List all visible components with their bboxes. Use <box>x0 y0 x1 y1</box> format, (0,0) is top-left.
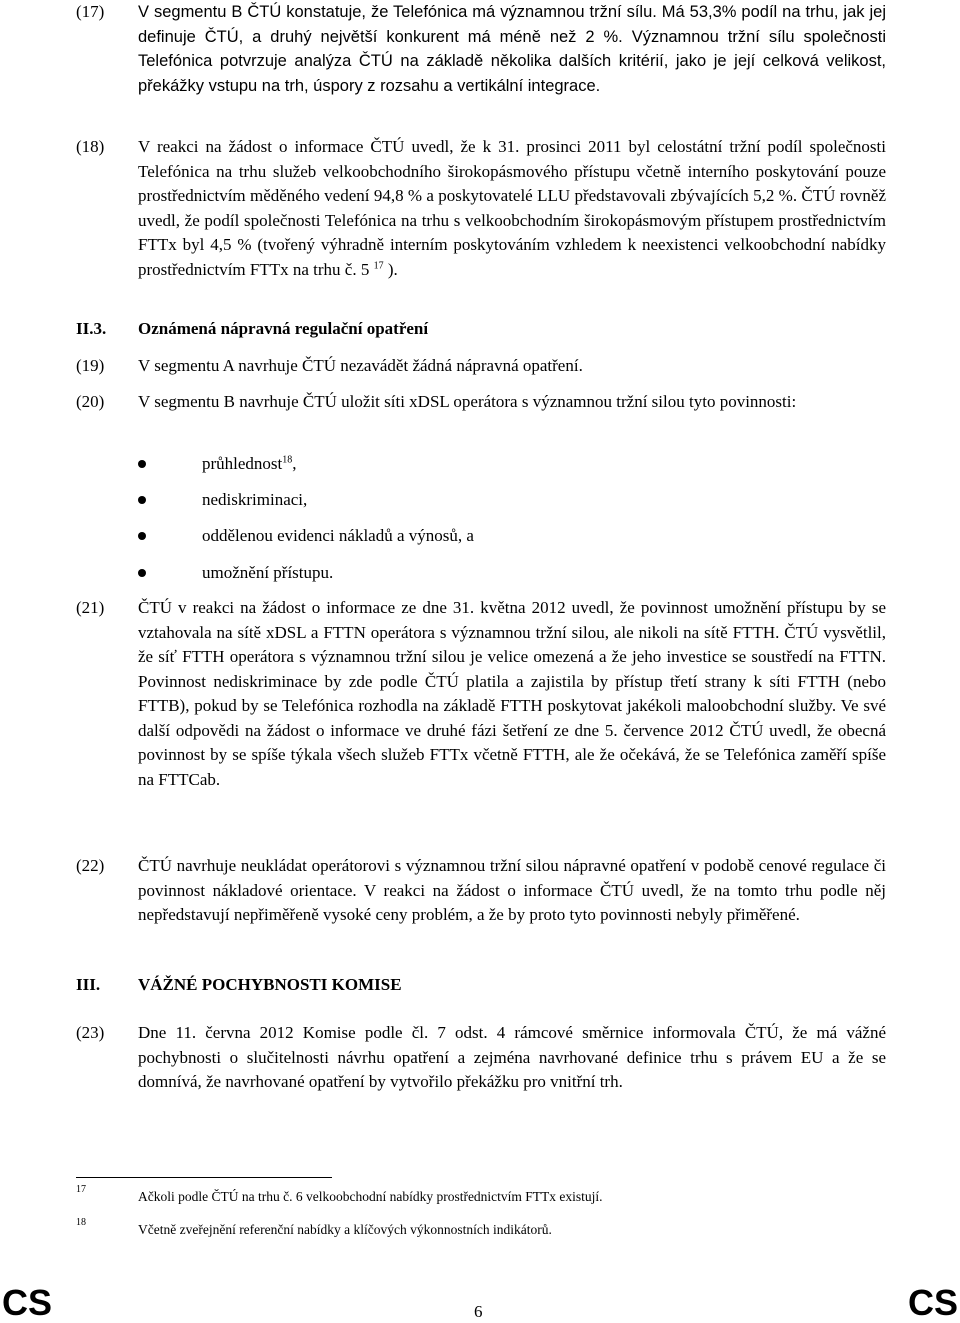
page-number: 6 <box>474 1302 483 1321</box>
paragraph-text: ČTÚ v reakci na žádost o informace ze dne 31. května 2012 uvedl, že povinnost umožnění přístupu by se vztahovala na sítě xDSL a FTTN operátora s významnou tržní silou, ale nikoli na sítě FTTH. ČTÚ vysvětlil, že síť FTTH operátora s významnou tržní silou je velice omezená a že jeho investice se soustředí na FTTN. Povinnost nediskriminace by zde podle ČTÚ platila a zajistila by přístup třetí strany k síti FTTH (nebo FTTB), pokud by se Telefónica rozhodla na základě FTTH poskytovat jakékoli maloobchodní služby. Ve své další odpovědi na žádost o informace ve druhé fázi šetření ze dne 5. července 2012 ČTÚ uvedl, že obecná povinnost by se spíše týkala všech služeb FTTx včetně FTTH, ale že očekává, že se Telefónica zaměří spíše na FTTCab. <box>138 598 886 789</box>
language-mark-left: CS <box>2 1282 53 1323</box>
document-page: (17) V segmentu B ČTÚ konstatuje, že Telefónica má významnou tržní sílu. Má 53,3% podíl na trhu, jak jej definuje ČTÚ, a druhý největší konkurent má méně než 2 %. Významnou tržní sílu společnosti Telefónica potvrzuje analýza ČTÚ na základě několika dalších kritérií, jako je její celková velikost, překážky vstupu na trh, úspory z rozsahu a vertikální integrace. (18) V reakci na žádost o informace ČTÚ uvedl, že k 31. prosinci 2011 byl celostátní tržní podíl společnosti Telefónica na trhu služeb velkoobchodního širokopásmového přístupu včetně interního poskytování pouze prostřednictvím měděného vedení 94,8 % a poskytovatelé LLU představovali zbývajících 5,2 %. ČTÚ rovněž uvedl, že podíl společnosti Telefónica na trhu s velkoobchodním širokopásmovým přístupem prostřednictvím FTTx byl 4,5 % (tvořený výhradně interním poskytováním vzhledem k neexistenci velkoobchodní nabídky prostřednictvím FTTx na trhu č. 5 $^{17}$ ). II.3. Oznámená nápravná regulační opatření (19) V segmentu A navrhuje ČTÚ nezavádět žádná nápravná opatření. (20) V segmentu B navrhuje ČTÚ uložit síti xDSL operátora s významnou tržní silou tyto povinnosti: průhlednost$^{18}$, nediskriminaci, oddělenou evidenci nákladů a výnosů, a umožnění přístupu. (21) ČTÚ v reakci na žádost o informace ze dne 31. května 2012 uvedl, že povinnost umožnění přístupu by se vztahovala na sítě xDSL a FTTN operátora s významnou tržní silou, ale nikoli na sítě FTTH. ČTÚ vysvětlil, že síť FTTH operátora s významnou tržní silou je velice omezená a že jeho investice se soustředí na FTTN. Povinnost nediskriminace by zde podle ČTÚ platila a zajistila by přístup třetí strany k síti FTTH (nebo FTTB), pokud by se Telefónica rozhodla na základě FTTH poskytovat jakékoli maloobchodní služby. Ve své další odpovědi na žádost o informace ve druhé fázi šetření ze dne 5. července 2012 ČTÚ uvedl, že obecná povinnost by se spíše týkala všech služeb FTTx včetně FTTH, ale že očekává, že se Telefónica zaměří spíše na FTTCab. (22) ČTÚ navrhuje neukládat operátorovi s významnou tržní silou nápravné opatření v podobě cenové regulace či povinnost nákladové orientace. V reakci na žádost o informace ČTÚ uvedl, že na tomto trhu podle něj nepředstavují nepřiměřeně vysoké ceny problém, a že by proto tyto povinnosti nebyly přiměřené. III. VÁŽNÉ POCHYBNOSTI KOMISE (23) Dne 11. června 2012 Komise podle čl. 7 odst. 4 rámcové směrnice informovala ČTÚ, že má vážné pochybnosti o slučitelnosti návrhu opatření a zejména navrhované definice trhu s právem EU a že se domnívá, že navrhované opatření by vytvořilo překážku pro vnitřní trh. 17 Ačkoli podle ČTÚ na trhu č. 6 velkoobchodní nabídky prostřednictvím FTTx existují. 18 Včetně zveřejnění referenční nabídky a klíčových výkonnostních indikátorů. CS 6 CS <box>2 2 958 1323</box>
paragraph-text: V segmentu B ČTÚ konstatuje, že Telefónica má významnou tržní sílu. Má 53,3% podíl na trhu, jak jej definuje ČTÚ, a druhý největší konkurent má méně než 2 %. Významnou tržní sílu společnosti Telefónica potvrzuje analýza ČTÚ na základě několika dalších kritérií, jako je její celková velikost, překážky vstupu na trh, úspory z rozsahu a vertikální integrace. <box>138 3 886 95</box>
section-title: VÁŽNÉ POCHYBNOSTI KOMISE <box>138 975 402 994</box>
paragraph-text: V segmentu A navrhuje ČTÚ nezavádět žádná nápravná opatření. <box>138 356 583 375</box>
paragraph-text: V segmentu B navrhuje ČTÚ uložit síti xDSL operátora s významnou tržní silou tyto povinnosti: <box>138 392 797 411</box>
paragraph-number: (17) <box>76 2 105 21</box>
paragraph-number: (22) <box>76 856 105 875</box>
section-number: II.3. <box>76 319 107 338</box>
footnote-ref-18[interactable]: 18 <box>282 454 293 466</box>
section-title: Oznámená nápravná regulační opatření <box>138 319 429 338</box>
paragraph-number: (20) <box>76 392 105 411</box>
bullet-dot-icon <box>138 532 146 540</box>
paragraph-text: ČTÚ navrhuje neukládat operátorovi s významnou tržní silou nápravné opatření v podobě cenové regulace či povinnost nákladové orientace. V reakci na žádost o informace ČTÚ uvedl, že na tomto trhu podle něj nepředstavují nepřiměřeně vysoké ceny problém, a že by proto tyto povinnosti nebyly přiměřené. <box>138 856 886 924</box>
footnote-separator <box>76 1177 332 1178</box>
bullet-dot-icon <box>138 496 146 504</box>
paragraph-number: (23) <box>76 1023 105 1042</box>
bullet-dot-icon <box>138 460 146 468</box>
paragraph-text: V reakci na žádost o informace ČTÚ uvedl, že k 31. prosinci 2011 byl celostátní tržní podíl společnosti Telefónica na trhu služeb velkoobchodního širokopásmového přístupu včetně interního poskytování pouze prostřednictvím měděného vedení 94,8 % a poskytovatelé LLU představovali zbývajících 5,2 %. ČTÚ rovněž uvedl, že podíl společnosti Telefónica na trhu s velkoobchodním širokopásmovým přístupem prostřednictvím FTTx byl 4,5 % (tvořený výhradně interním poskytováním vzhledem k neexistenci velkoobchodní nabídky prostřednictvím FTTx na trhu č. 5 $^{17}$ ). <box>138 137 886 279</box>
paragraph-number: (21) <box>76 598 105 617</box>
bullet-dot-icon <box>138 569 146 577</box>
section-number: III. <box>76 975 101 994</box>
footnote-ref-17[interactable]: 17 <box>373 259 384 271</box>
paragraph-text: Dne 11. června 2012 Komise podle čl. 7 odst. 4 rámcové směrnice informovala ČTÚ, že má vážné pochybnosti o slučitelnosti návrhu opatření a zejména navrhované definice trhu s právem EU a že se domnívá, že navrhované opatření by vytvořilo překážku pro vnitřní trh. <box>138 1023 886 1091</box>
language-mark-right: CS <box>907 1282 958 1323</box>
paragraph-number: (18) <box>76 137 105 156</box>
paragraph-number: (19) <box>76 356 105 375</box>
